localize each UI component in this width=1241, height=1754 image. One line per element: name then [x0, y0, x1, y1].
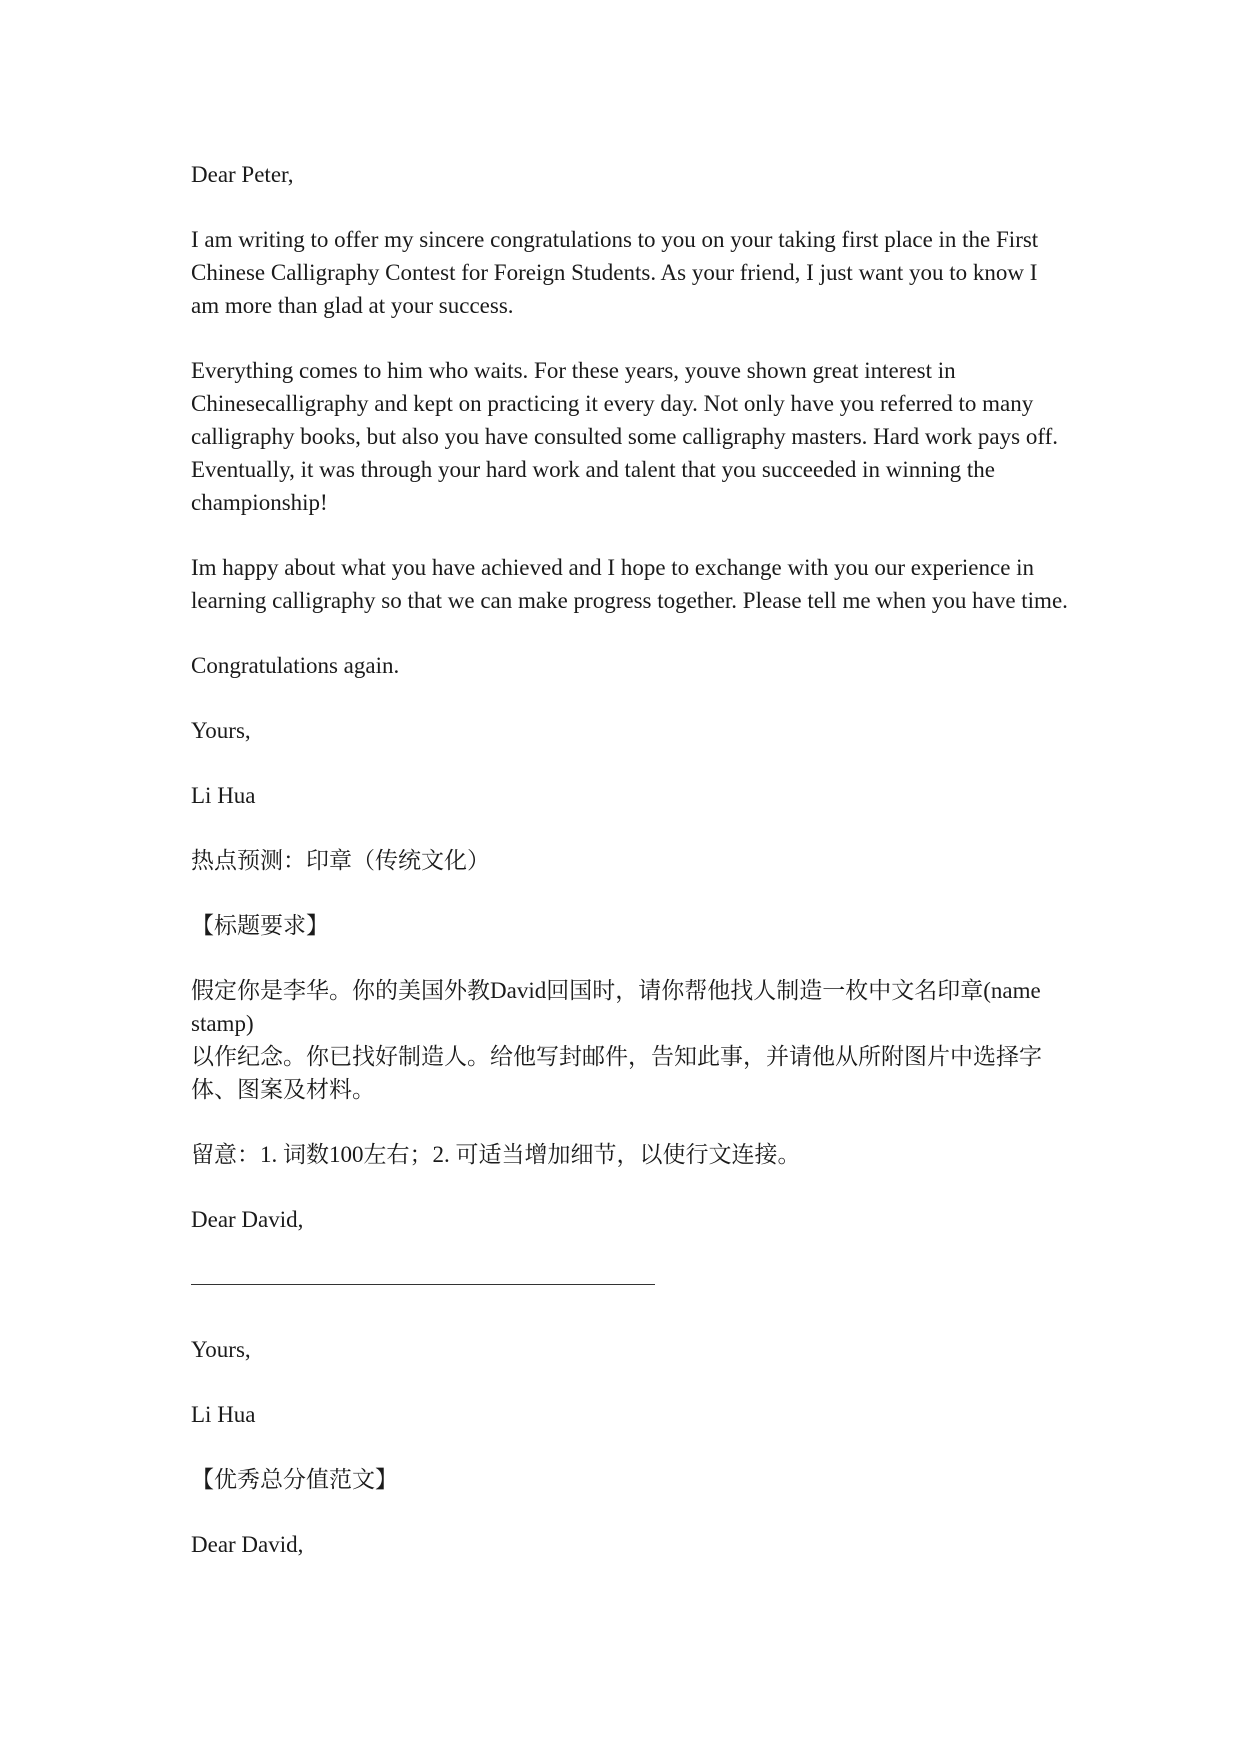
answer-blank-line — [191, 1268, 1071, 1301]
template-salutation: Dear David, — [191, 1207, 304, 1232]
hot-topic-prediction: 热点预测：印章（传统文化） — [191, 848, 490, 873]
sample-salutation: Dear David, — [191, 1532, 304, 1557]
letter-signature: Li Hua — [191, 783, 256, 808]
task-description — [191, 974, 1071, 1106]
template-signoff: Yours, — [191, 1337, 251, 1362]
letter-salutation: Dear Peter, — [191, 162, 294, 187]
letter-paragraph-3 — [191, 551, 1071, 617]
letter-paragraph-3-text: Im happy about what you have achieved and I hope to exchange with you our experience in learning calligraphy so that we can make progress together. Please tell me when you have time. — [191, 555, 1068, 613]
letter-closing-line: Congratulations again. — [191, 653, 400, 678]
letter-paragraph-2 — [191, 354, 1071, 519]
letter-paragraph-2-text: Everything comes to him who waits. For these years, youve shown great interest in Chinesecalligraphy and kept on practicing it every day. Not only have you referred to many calligraphy books, but also you have consulted some calligraphy masters. Hard work pays off. Eventually, it was through your hard work and talent that you succeeded in winning the championship! — [191, 358, 1058, 515]
template-signature: Li Hua — [191, 1402, 256, 1427]
task-description-line-1: 假定你是李华。你的美国外教David回国时，请你帮他找人制造一枚中文名印章(name stamp) — [191, 978, 1041, 1036]
answer-blank-rule — [191, 1284, 655, 1285]
task-description-line-2: 以作纪念。你已找好制造人。给他写封邮件，告知此事，并请他从所附图片中选择字体、图案及材料。 — [191, 1044, 1042, 1102]
document-body — [191, 158, 1071, 1561]
sample-heading: 【优秀总分值范文】 — [191, 1467, 398, 1492]
letter-paragraph-1-text: I am writing to offer my sincere congratulations to you on your taking first place in the First Chinese Calligraphy Contest for Foreign Students. As your friend, I just want you to know I am more than glad at your success. — [191, 227, 1039, 318]
letter-signoff: Yours, — [191, 718, 251, 743]
requirements-heading: 【标题要求】 — [191, 913, 329, 938]
task-notes: 留意：1. 词数100左右；2. 可适当增加细节，以使行文连接。 — [191, 1142, 801, 1167]
letter-paragraph-1 — [191, 223, 1071, 322]
